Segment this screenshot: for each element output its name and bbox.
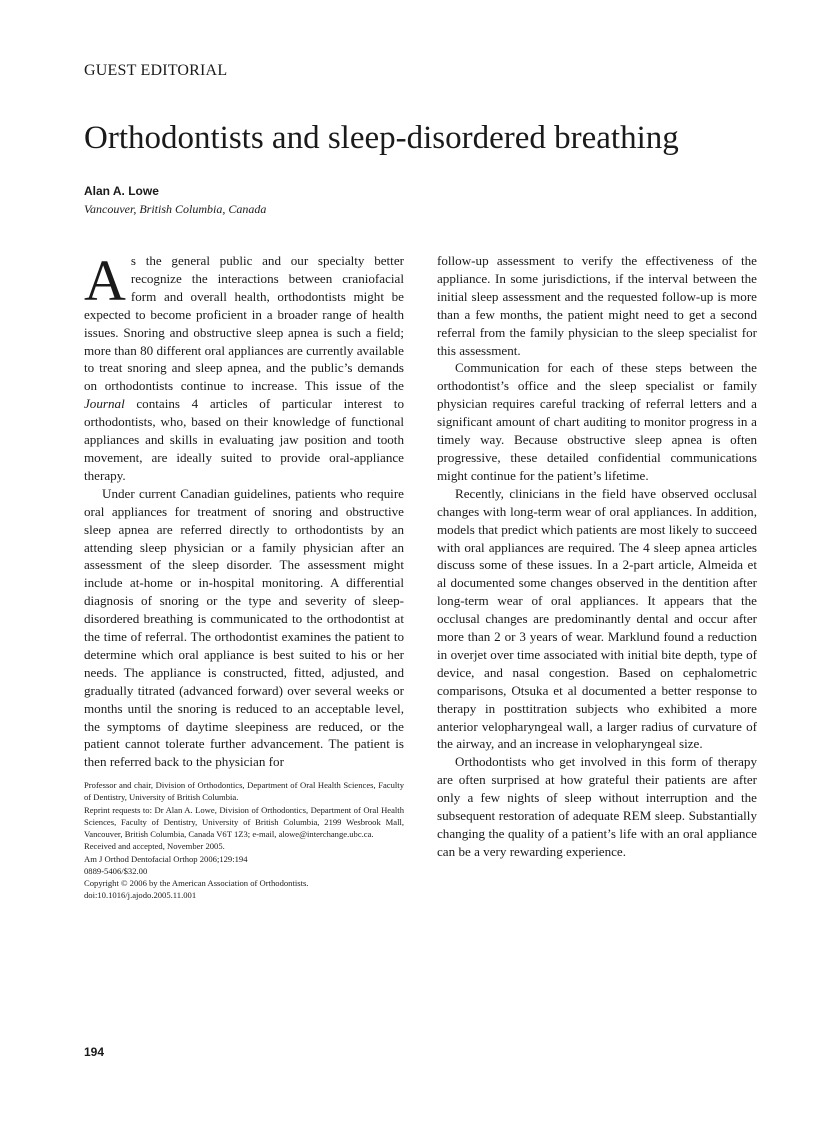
footnote-affiliation: Professor and chair, Division of Orthodontics, Department of Oral Health Sciences, Faculty of Dentistry, University of British Columbia. [84, 780, 404, 803]
footnote-issn: 0889-5406/$32.00 [84, 865, 148, 876]
body-paragraph: follow-up assessment to verify the effectiveness of the appliance. In some jurisdictions, if the interval between the initial sleep assessment and the requested follow-up is more than a few months, the patient might need to get a second referral from the family physician to the sleep specialist for this assessment. [437, 253, 757, 358]
footnote-received: Received and accepted, November 2005. [84, 841, 225, 852]
section-label: GUEST EDITORIAL [84, 62, 228, 79]
body-paragraph: Recently, clinicians in the field have observed occlusal changes with long-term wear of oral appliances. In addition, models that predict which patients are most likely to succeed with oral appliances are required. The 4 sleep apnea articles discuss some of these issues. In a 2-part article, Almeida et al documented some changes observed in the dentition after long-term wear of oral appliances. It appears that the occlusal changes are predominantly dental and occur after more than 2 or 3 years of wear. Marklund found a reduction in overjet over time associated with initial bite depth, type of device, and nasal congestion. Based on cephalometric comparisons, Otsuka et al documented a better response to therapy in posttitration subjects who exhibited a more anterior velopharyngeal wall, a larger radius of curvature of the airway, and an increase in velopharyngeal size. [437, 485, 757, 752]
right-column [437, 252, 757, 861]
journal-name: Journal [84, 396, 125, 412]
footnotes [84, 779, 404, 901]
left-column [84, 248, 404, 901]
article-title: Orthodontists and sleep-disordered breathing [84, 120, 679, 156]
author-affiliation: Vancouver, British Columbia, Canada [84, 202, 267, 216]
footnote-reprint: Reprint requests to: Dr Alan A. Lowe, Division of Orthodontics, Department of Oral Health Sciences, Faculty of Dentistry, University of British Columbia, 2199 Wesbrook Mall, Vancouver, British Columbia, Canada V6T 1Z3; e-mail, alowe@interchange.ubc.ca. [84, 804, 404, 840]
footnote-citation: Am J Orthod Dentofacial Orthop 2006;129:194 [84, 853, 248, 864]
footnote-doi: doi:10.1016/j.ajodo.2005.11.001 [84, 890, 197, 901]
page-number: 194 [84, 1045, 105, 1059]
body-paragraph: Orthodontists who get involved in this form of therapy are often surprised at how grateful their patients are after only a few nights of sleep without interruption and the subsequent restoration of adequate REM sleep. Substantially changing the quality of a patient’s life with an oral appliance can be a very rewarding experience. [437, 754, 757, 859]
body-paragraph: Communication for each of these steps between the orthodontist’s office and the sleep specialist or family physician requires careful tracking of referral letters and a significant amount of chart auditing to monitor progress in a timely way. Because obstructive sleep apnea is often progressive, these detailed confidential communications might continue for the patient’s lifetime. [437, 360, 757, 483]
drop-cap: A [84, 248, 126, 313]
body-paragraph: Under current Canadian guidelines, patients who require oral appliances for treatment of snoring and obstructive sleep apnea are referred directly to orthodontists by an attending sleep physician or a family physician after an assessment of the sleep disorder. The assessment might include at-home or in-hospital monitoring. A differential diagnosis of snoring or the type and severity of sleep-disordered breathing is communicated to the orthodontist at the time of referral. The orthodontist examines the patient to determine which oral appliance is best suited to his or her needs. The appliance is constructed, fitted, adjusted, and gradually titrated (advanced forward) over several weeks or months until the snoring is reduced to an acceptable level, the symptoms of daytime sleepiness are reduced, or the patient cannot tolerate further advancement. The patient is then referred back to the physician for [84, 485, 404, 770]
footnote-copyright: Copyright © 2006 by the American Association of Orthodontists. [84, 877, 309, 888]
body-paragraph: As the general public and our specialty better recognize the interactions between craniofacial form and overall health, orthodontists might be expected to become proficient in a broader range of health issues. Snoring and obstructive sleep apnea is such a field; more than 80 different oral appliances are currently available to treat snoring and sleep apnea, and the public’s demands on orthodontists continue to increase. This issue of the Journal contains 4 articles of particular interest to orthodontists, who, based on their knowledge of functional appliances and skills in evaluating jaw position and tooth movement, are ideally suited to provide oral-appliance therapy. [84, 248, 404, 483]
author-name: Alan A. Lowe [84, 184, 159, 198]
